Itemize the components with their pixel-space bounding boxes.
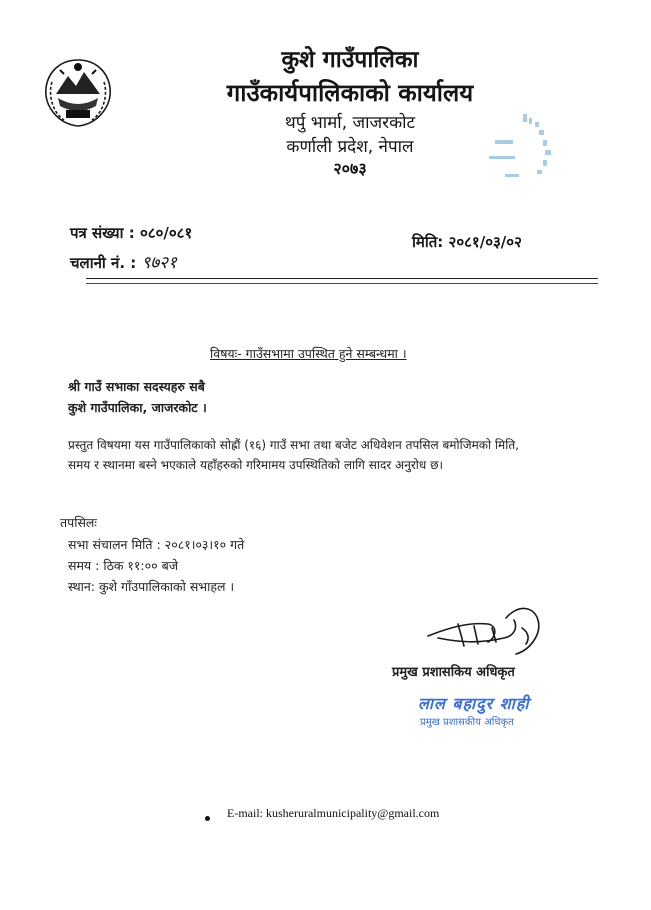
letter-date	[412, 232, 522, 252]
addressee-line-2: कुशे गाउँपालिका, जाजरकोट ।	[68, 400, 207, 415]
detail-meeting-date: सभा संचालन मिति : २०८१।०३।१० गते	[68, 537, 245, 552]
letter-subject: विषयः- गाउँसभामा उपस्थित हुने सम्बन्धमा ।	[210, 346, 407, 361]
stamp-title: प्रमुख प्रशासकीय अधिकृत	[420, 717, 514, 728]
dispatch-number-value: ९७२१	[141, 253, 177, 273]
nepal-emblem	[38, 54, 118, 132]
dispatch-number-label: चलानी नं. :	[70, 254, 137, 272]
body-line-1: प्रस्तुत विषयमा यस गाउँपालिकाको सोह्रौं (१६) गाउँ सभा तथा बजेट अधिवेशन तपसिल बमोजिमको मिति,	[68, 438, 519, 452]
detail-meeting-time: समय : ठिक ११:०० बजे	[68, 558, 179, 573]
letter-number	[70, 223, 192, 243]
signatory-title: प्रमुख प्रशासकिय अधिकृत	[392, 665, 515, 680]
footer-bullet	[205, 816, 210, 821]
detail-meeting-venue: स्थान: कुशे गाँउपालिकाको सभाहल ।	[68, 579, 235, 594]
office-name: गाउँकार्यपालिकाको कार्यालय	[226, 79, 474, 107]
province-country: कर्णाली प्रदेश, नेपाल	[286, 137, 414, 157]
letter-date-label: मिति:	[412, 233, 444, 251]
letter-number-label: पत्र संख्या :	[70, 224, 135, 242]
header-divider	[86, 278, 598, 279]
header-divider-secondary	[86, 283, 598, 284]
addressee-line-1: श्री गाउँ सभाका सदस्यहरु सबै	[68, 379, 205, 394]
established-year: २०७३	[333, 159, 367, 178]
dispatch-number	[70, 250, 177, 273]
details-heading: तपसिलः	[60, 515, 97, 530]
officer-name-stamp	[418, 692, 558, 732]
footer-email: E-mail: kusheruralmunicipality@gmail.com	[227, 806, 440, 820]
stamp-name: लाल बहादुर शाही	[418, 694, 530, 713]
municipality-name: कुशे गाउँपालिका	[281, 47, 419, 73]
body-line-2: समय र स्थानमा बस्ने भएकाले यहाँहरुको गरिमामय उपस्थितिको लागि सादर अनुरोध छ।	[68, 458, 444, 472]
letter-number-value: ०८०/०८१	[139, 224, 193, 242]
office-address: थर्पु भार्मा, जाजरकोट	[284, 113, 416, 133]
letter-date-value: २०८१/०३/०२	[448, 233, 522, 251]
handwritten-signature	[418, 598, 568, 668]
